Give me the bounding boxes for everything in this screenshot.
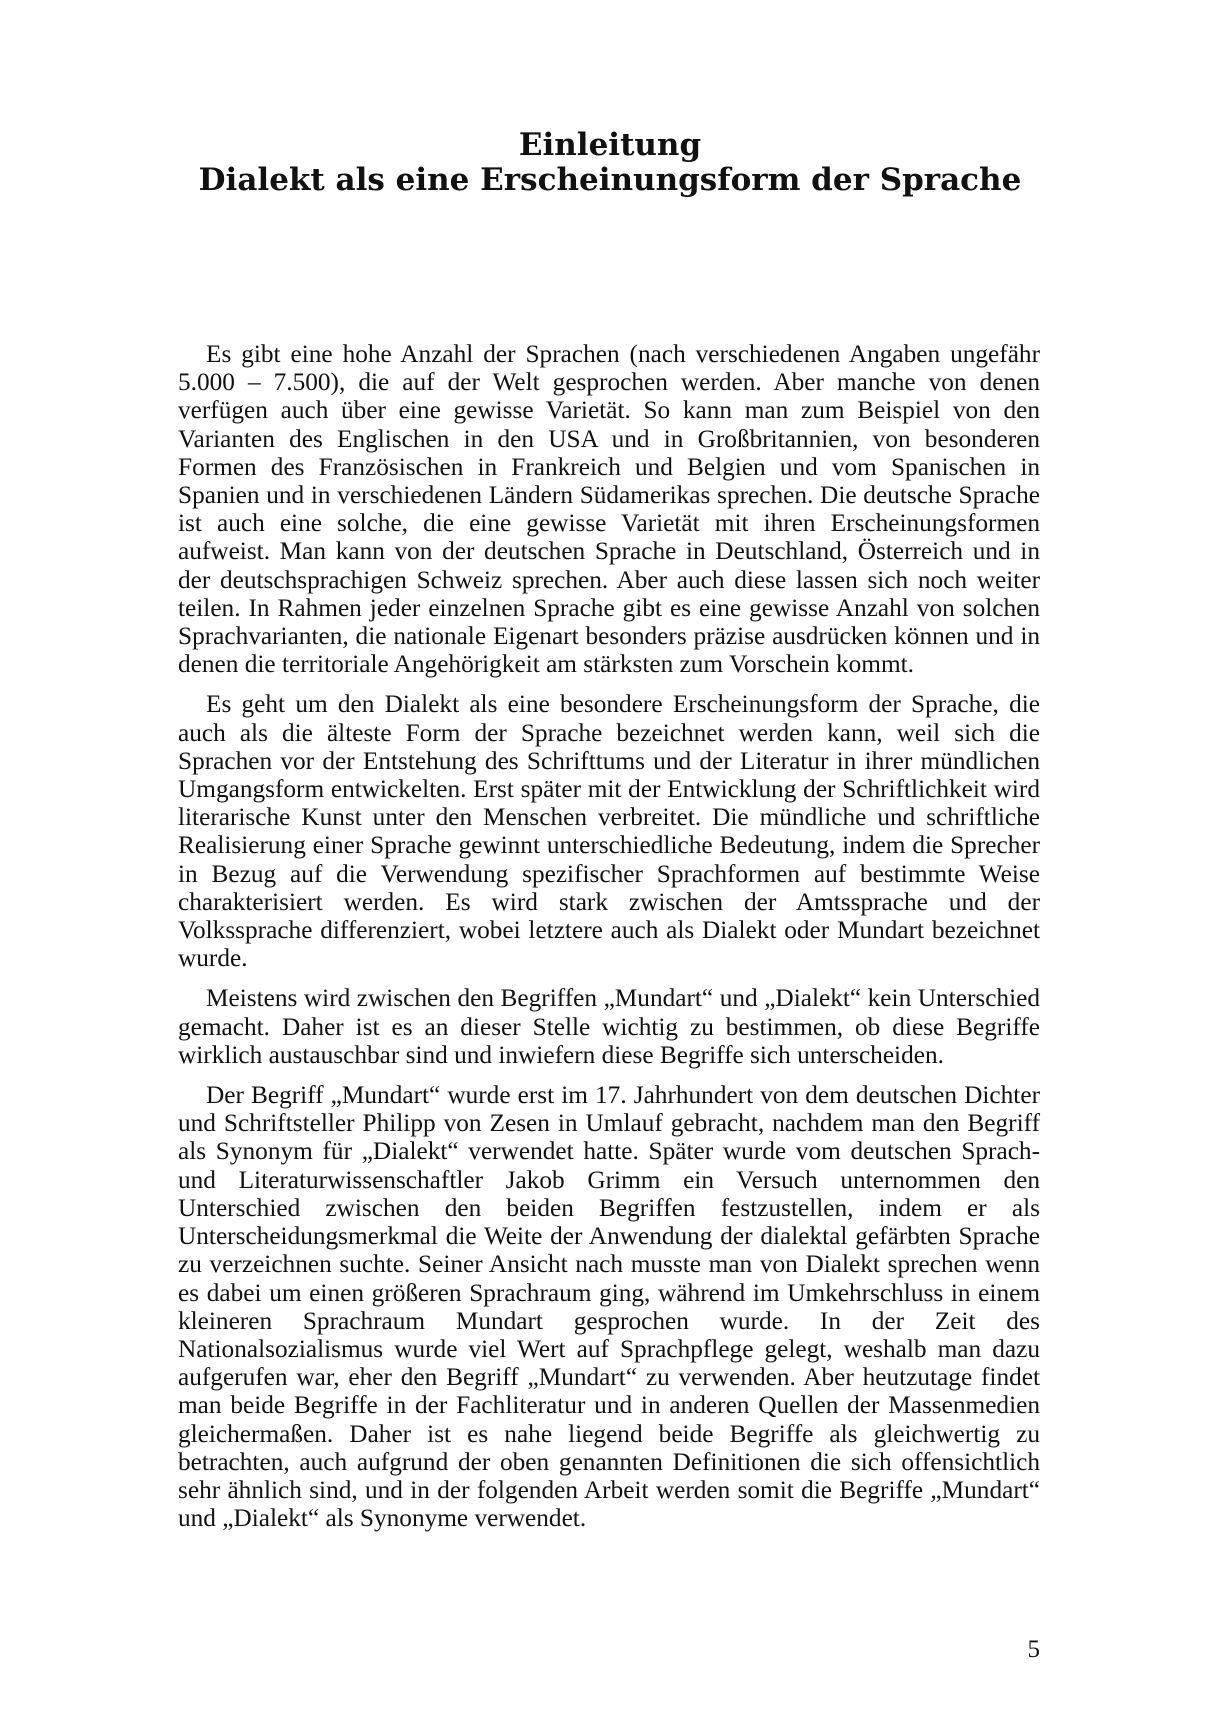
paragraph-3: Meistens wird zwischen den Begriffen „Mundart“ und „Dialekt“ kein Unterschied gemacht. Daher ist es an dieser Stelle wichtig zu bestimmen, ob diese Begriffe wirklich austauschbar sind und inwiefern diese Begriffe sich unterscheiden.	[178, 984, 1040, 1069]
body-text	[178, 340, 1040, 1544]
paragraph-4: Der Begriff „Mundart“ wurde erst im 17. Jahrhundert von dem deutschen Dichter und Schriftsteller Philipp von Zesen in Umlauf gebracht, nachdem man den Begriff als Synonym für „Dialekt“ verwendet hatte. Später wurde vom deutschen Sprach- und Literaturwissenschaftler Jakob Grimm ein Versuch unternommen den Unterschied zwischen den beiden Begriffen festzustellen, indem er als Unterscheidungsmerkmal die Weite der Anwendung der dialektal gefärbten Sprache zu verzeichnen suchte. Seiner Ansicht nach musste man von Dialekt sprechen wenn es dabei um einen größeren Sprachraum ging, während im Umkehrschluss in einem kleineren Sprachraum Mundart gesprochen wurde. In der Zeit des Nationalsozialismus wurde viel Wert auf Sprachpflege gelegt, weshalb man dazu aufgerufen war, eher den Begriff „Mundart“ zu verwenden. Aber heutzutage findet man beide Begriffe in der Fachliteratur und in anderen Quellen der Massenmedien gleichermaßen. Daher ist es nahe liegend beide Begriffe als gleichwertig zu betrachten, auch aufgrund der oben genannten Definitionen die sich offensichtlich sehr ähnlich sind, und in der folgenden Arbeit werden somit die Begriffe „Mundart“ und „Dialekt“ als Synonyme verwendet.	[178, 1081, 1040, 1533]
chapter-heading	[180, 128, 1040, 198]
chapter-title: Einleitung	[518, 127, 702, 163]
paragraph-1: Es gibt eine hohe Anzahl der Sprachen (nach verschiedenen Angaben ungefähr 5.000 – 7.500), die auf der Welt gesprochen werden. Aber manche von denen verfügen auch über eine gewisse Varietät. So kann man zum Beispiel von den Varianten des Englischen in den USA und in Großbritannien, von besonderen Formen des Französischen in Frankreich und Belgien und vom Spanischen in Spanien und in verschiedenen Ländern Südamerikas sprechen. Die deutsche Sprache ist auch eine solche, die eine gewisse Varietät mit ihren Erscheinungsformen aufweist. Man kann von der deutschen Sprache in Deutschland, Österreich und in der deutschsprachigen Schweiz sprechen. Aber auch diese lassen sich noch weiter teilen. In Rahmen jeder einzelnen Sprache gibt es eine gewisse Anzahl von solchen Sprachvarianten, die nationale Eigenart besonders präzise ausdrücken können und in denen die territoriale Angehörigkeit am stärksten zum Vorschein kommt.	[178, 340, 1040, 679]
page-number: 5	[1027, 1636, 1040, 1663]
chapter-subtitle: Dialekt als eine Erscheinungsform der Sprache	[198, 162, 1022, 198]
paragraph-2: Es geht um den Dialekt als eine besondere Erscheinungsform der Sprache, die auch als die älteste Form der Sprache bezeichnet werden kann, weil sich die Sprachen vor der Entstehung des Schrifttums und der Literatur in ihrer mündlichen Umgangsform entwickelten. Erst später mit der Entwicklung der Schriftlichkeit wird literarische Kunst unter den Menschen verbreitet. Die mündliche und schriftliche Realisierung einer Sprache gewinnt unterschiedliche Bedeutung, indem die Sprecher in Bezug auf die Verwendung spezifischer Sprachformen auf bestimmte Weise charakterisiert werden. Es wird stark zwischen der Amtssprache und der Volkssprache differenziert, wobei letztere auch als Dialekt oder Mundart bezeichnet wurde.	[178, 690, 1040, 973]
